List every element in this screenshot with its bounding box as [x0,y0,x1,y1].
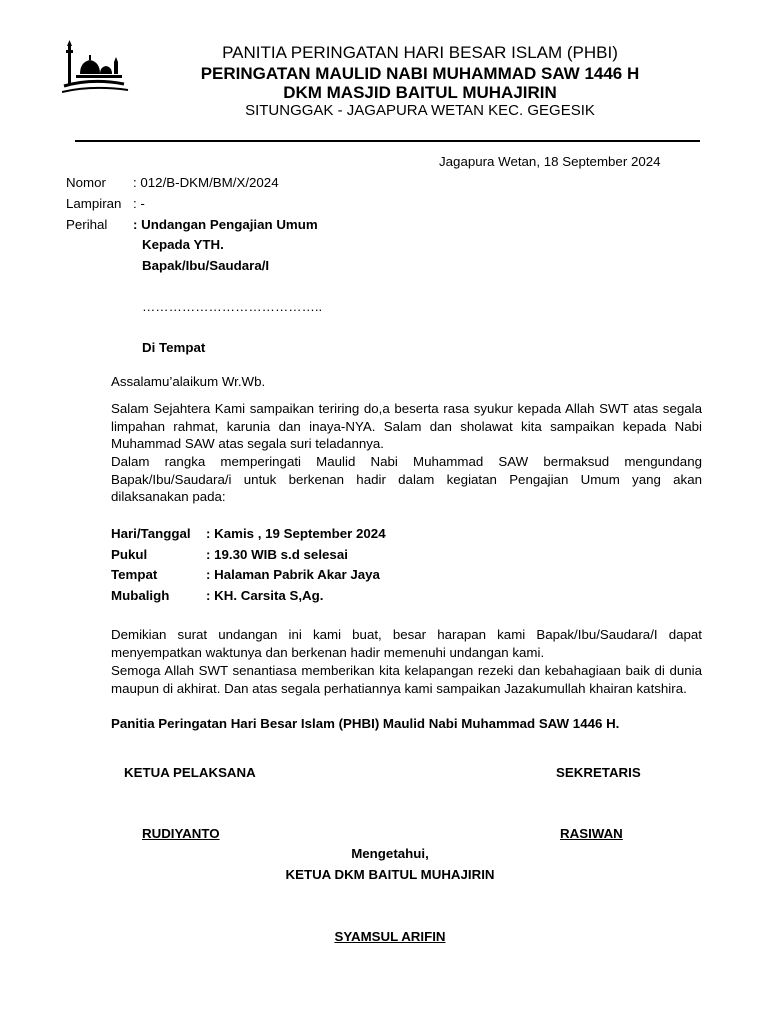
letterhead-line-2: PERINGATAN MAULID NABI MUHAMMAD SAW 1446 H [200,64,640,83]
lampiran-value: : - [133,196,145,211]
recipient-kepada: Kepada YTH. [142,237,224,252]
mengetahui: Mengetahui, [351,846,429,861]
place-date: Jagapura Wetan, 18 September 2024 [439,154,661,169]
recipient-tempat: Di Tempat [142,340,206,355]
paragraph-3: Demikian surat undangan ini kami buat, besar harapan kami Bapak/Ibu/Saudara/I dapat menyempatkan waktunya dan berkenan hadir memenuhi undangan kami. [111,627,702,660]
nomor-value: : 012/B-DKM/BM/X/2024 [133,175,279,190]
letterhead-address: SITUNGGAK - JAGAPURA WETAN KEC. GEGESIK [245,102,595,119]
event-value-time: : 19.30 WIB s.d selesai [206,547,348,562]
event-value-speaker: : KH. Carsita S,Ag. [206,588,324,603]
ketua-title: KETUA PELAKSANA [124,765,256,780]
recipient-blank: ………………………………….. [142,299,323,314]
event-label-speaker: Mubaligh [111,588,170,603]
lampiran-label: Lampiran [66,196,122,211]
ketua-name: RUDIYANTO [142,826,220,841]
perihal-value: : Undangan Pengajian Umum [133,217,318,232]
letterhead-divider [75,140,700,142]
greeting: Assalamu’alaikum Wr.Wb. [111,374,266,389]
closing-line: Panitia Peringatan Hari Besar Islam (PHBI) Maulid Nabi Muhammad SAW 1446 H. [111,716,620,731]
sekretaris-name: RASIWAN [560,826,623,841]
perihal-label: Perihal [66,217,108,232]
letterhead-line-1: PANITIA PERINGATAN HARI BESAR ISLAM (PHBI) [222,43,618,62]
paragraph-1: Salam Sejahtera Kami sampaikan teriring do,a beserta rasa syukur kepada Allah SWT atas segala limpahan rahmat, karunia dan inaya-NYA. Salam dan sholawat kita sampaikan kepada Nabi Muhammad SAW atas segala suri teladannya. [111,401,702,451]
letterhead-line-3: DKM MASJID BAITUL MUHAJIRIN [283,83,557,102]
event-value-place: : Halaman Pabrik Akar Jaya [206,567,380,582]
event-value-date: : Kamis , 19 September 2024 [206,526,386,541]
nomor-label: Nomor [66,175,106,190]
event-label-place: Tempat [111,567,158,582]
recipient-name: Bapak/Ibu/Saudara/I [142,258,270,273]
sekretaris-title: SEKRETARIS [556,765,641,780]
paragraph-2: Dalam rangka memperingati Maulid Nabi Muhammad SAW bermaksud mengundang Bapak/Ibu/Saudara/i untuk berkenan hadir dalam kegiatan Pengajian Umum yang akan dilaksanakan pada: [111,454,702,504]
event-label-date: Hari/Tanggal [111,526,191,541]
dkm-title: KETUA DKM BAITUL MUHAJIRIN [285,867,495,882]
event-label-time: Pukul [111,547,148,562]
paragraph-4: Semoga Allah SWT senantiasa memberikan kita kelapangan rezeki dan kebahagiaan baik di dunia maupun di akhirat. Dan atas segala perhatiannya kami sampaikan Jazakumullah khairan katshira. [111,663,702,696]
dkm-name: SYAMSUL ARIFIN [334,929,446,944]
